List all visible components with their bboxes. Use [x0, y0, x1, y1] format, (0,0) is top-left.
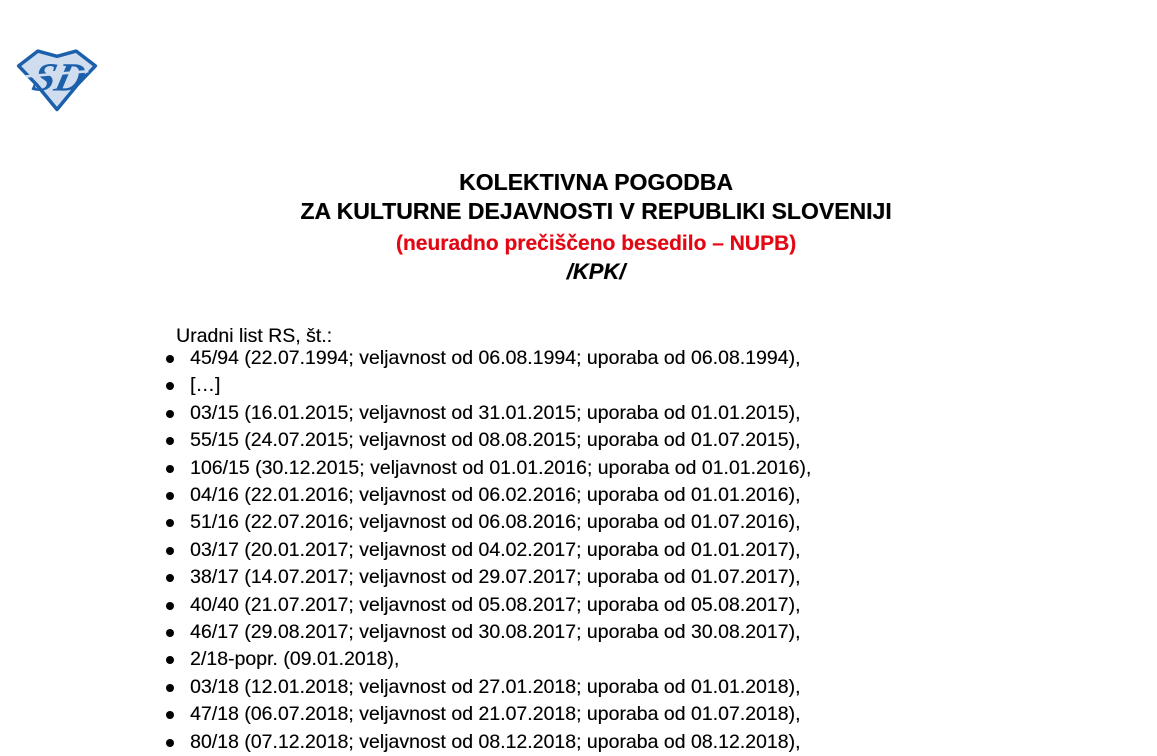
- gazette-list-item: 40/40 (21.07.2017; veljavnost od 05.08.2017; uporaba od 05.08.2017),: [163, 592, 1063, 619]
- gazette-list-item: 04/16 (22.01.2016; veljavnost od 06.02.2016; uporaba od 01.01.2016),: [163, 482, 1063, 509]
- doc-short-code: /KPK/: [566, 259, 626, 284]
- sd-shield-logo-icon: [12, 45, 102, 113]
- gazette-list-item: 47/18 (06.07.2018; veljavnost od 21.07.2018; uporaba od 01.07.2018),: [163, 701, 1063, 728]
- gazette-list-item: 2/18-popr. (09.01.2018),: [163, 646, 1063, 673]
- gazette-list-item: 38/17 (14.07.2017; veljavnost od 29.07.2017; uporaba od 01.07.2017),: [163, 564, 1063, 591]
- gazette-list-item: 03/18 (12.01.2018; veljavnost od 27.01.2018; uporaba od 01.01.2018),: [163, 674, 1063, 701]
- doc-title-line2: ZA KULTURNE DEJAVNOSTI V REPUBLIKI SLOVENIJI: [300, 198, 892, 224]
- gazette-list-item: 46/17 (29.08.2017; veljavnost od 30.08.2017; uporaba od 30.08.2017),: [163, 619, 1063, 646]
- gazette-list-item: 55/15 (24.07.2015; veljavnost od 08.08.2015; uporaba od 01.07.2015),: [163, 427, 1063, 454]
- doc-title-line1: KOLEKTIVNA POGODBA: [459, 169, 733, 195]
- gazette-list-item: […]: [163, 372, 1063, 399]
- gazette-list-item: 106/15 (30.12.2015; veljavnost od 01.01.2016; uporaba od 01.01.2016),: [163, 455, 1063, 482]
- gazette-heading: Uradni list RS, št.:: [176, 325, 333, 347]
- doc-subtitle-red: (neuradno prečiščeno besedilo – NUPB): [395, 232, 797, 255]
- gazette-list-item: 80/18 (07.12.2018; veljavnost od 08.12.2018; uporaba od 08.12.2018),: [163, 729, 1063, 756]
- gazette-list-item: 03/17 (20.01.2017; veljavnost od 04.02.2017; uporaba od 01.01.2017),: [163, 537, 1063, 564]
- logo-letters: SD: [28, 54, 91, 100]
- gazette-list-item: 03/15 (16.01.2015; veljavnost od 31.01.2015; uporaba od 01.01.2015),: [163, 400, 1063, 427]
- gazette-list-item: 45/94 (22.07.1994; veljavnost od 06.08.1994; uporaba od 06.08.1994),: [163, 345, 1063, 372]
- gazette-list: [163, 345, 1063, 756]
- gazette-list-item: 51/16 (22.07.2016; veljavnost od 06.08.2016; uporaba od 01.07.2016),: [163, 509, 1063, 536]
